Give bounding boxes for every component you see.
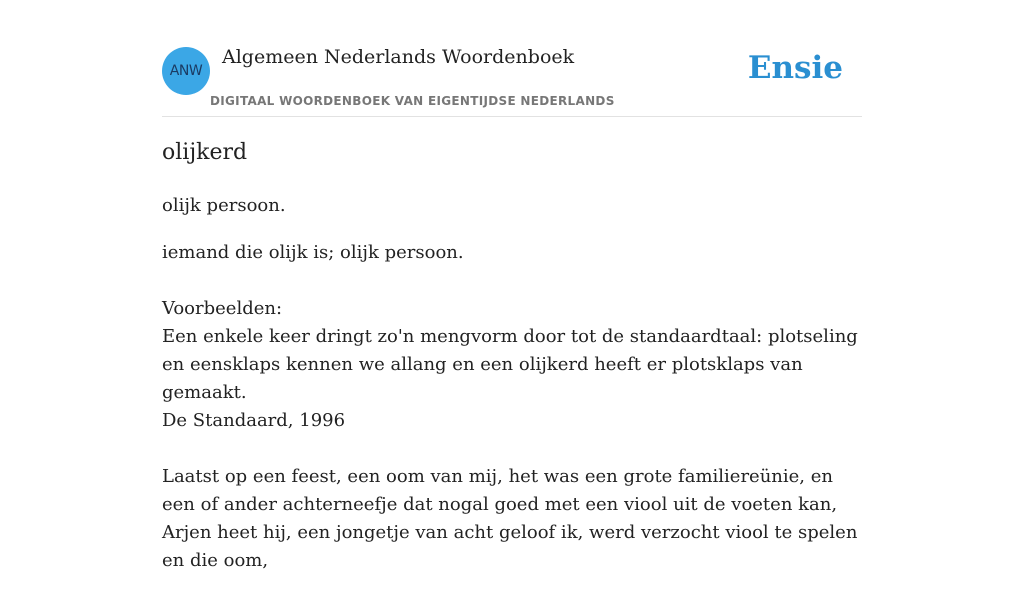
example-text: Een enkele keer dringt zo'n mengvorm door tot de standaardtaal: plotseling en eensklaps kennen we allang en een olijkerd heeft er plotsklaps van gemaakt.: [162, 326, 858, 403]
page-container: [162, 0, 862, 571]
example-text: Laatst op een feest, een oom van mij, het was een grote familiereünie, en een of ander achterneefje dat nogal goed met een viool uit de voeten kan, Arjen heet hij, een jongetje van acht geloof ik, werd verzocht viool te spelen en die oom,: [162, 466, 858, 571]
site-subtitle: DIGITAAL WOORDENBOEK VAN EIGENTIJDSE NEDERLANDS: [210, 94, 615, 108]
example-item: [162, 323, 862, 435]
short-definition: olijk persoon.: [162, 195, 286, 216]
definition: iemand die olijk is; olijk persoon.: [162, 242, 464, 263]
anw-logo[interactable]: [162, 47, 210, 95]
examples-section: [162, 295, 862, 603]
ensie-brand-link[interactable]: Ensie: [747, 50, 843, 86]
site-title[interactable]: Algemeen Nederlands Woordenboek: [222, 46, 575, 68]
example-source: De Standaard, 1996: [162, 410, 346, 431]
logo-text: ANW: [169, 63, 203, 79]
examples-label: Voorbeelden:: [162, 298, 283, 319]
headword: olijkerd: [162, 140, 248, 165]
site-header: [162, 0, 862, 117]
example-item: [162, 463, 862, 575]
